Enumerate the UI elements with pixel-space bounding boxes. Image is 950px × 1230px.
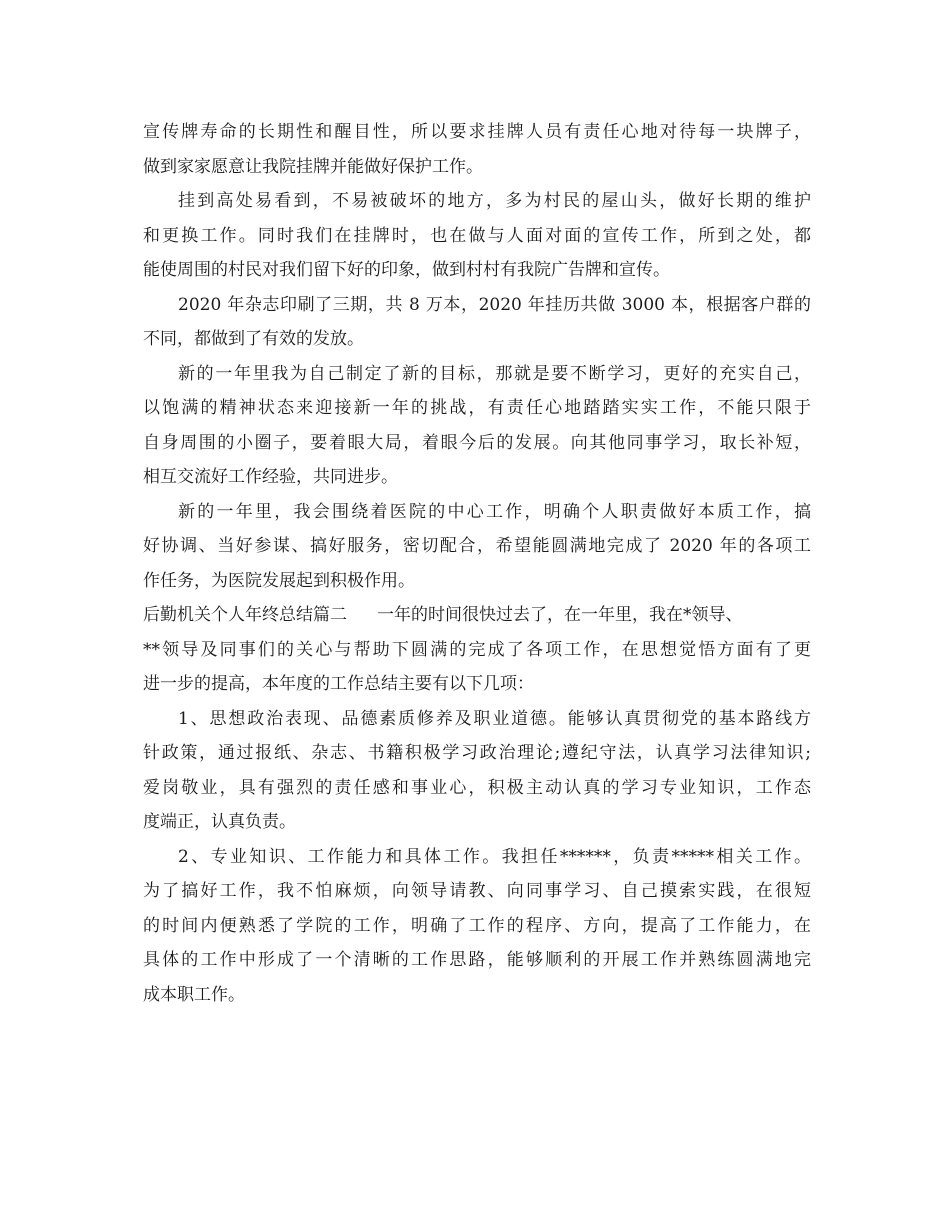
text-line: 相互交流好工作经验，共同进步。 xyxy=(143,467,398,487)
text-line: 好协调、当好参谋、搞好服务，密切配合，希望能圆满地完成了 2020 年的各项工 xyxy=(143,536,811,556)
text-line: 成本职工作。 xyxy=(143,984,245,1005)
text-line: 能使周围的村民对我们留下好的印象，做到村村有我院广告牌和宣传。 xyxy=(143,260,670,280)
text-line: 度端正，认真负责。 xyxy=(143,812,296,832)
text-line: 的时间内便熟悉了学院的工作，明确了工作的程序、方向，提高了工作能力，在 xyxy=(143,915,811,936)
text-line: 做到家家愿意让我院挂牌并能做好保护工作。 xyxy=(143,156,483,177)
text-line: 针政策，通过报纸、杂志、书籍积极学习政治理论;遵纪守法，认真学习法律知识; xyxy=(143,743,811,763)
section-heading: 后勤机关个人年终总结篇二 xyxy=(143,605,347,625)
text-line: 自身周围的小圈子，要着眼大局，着眼今后的发展。向其他同事学习，取长补短， xyxy=(143,432,811,453)
text-line: 2020 年杂志印刷了三期，共 8 万本，2020 年挂历共做 3000 本，根据客户群的 xyxy=(178,294,811,315)
text-line: 作任务，为医院发展起到积极作用。 xyxy=(143,570,415,591)
text-line: 以饱满的精神状态来迎接新一年的挑战，有责任心地踏踏实实工作，不能只限于 xyxy=(143,398,811,418)
document-body xyxy=(143,115,811,1012)
text-line: 宣传牌寿命的长期性和醒目性，所以要求挂牌人员有责任心地对待每一块牌子， xyxy=(143,122,811,142)
text-line: 为了搞好工作，我不怕麻烦，向领导请教、向同事学习、自己摸索实践，在很短 xyxy=(143,881,811,901)
text-line: 1、思想政治表现、品德素质修养及职业道德。能够认真贯彻党的基本路线方 xyxy=(178,708,811,729)
section-heading-line xyxy=(143,598,811,633)
text-line: 和更换工作。同时我们在挂牌时，也在做与人面对面的宣传工作，所到之处，都 xyxy=(143,225,811,246)
text-line: **领导及同事们的关心与帮助下圆满的完成了各项工作，在思想觉悟方面有了更 xyxy=(143,639,811,660)
text-line: 具体的工作中形成了一个清晰的工作思路，能够顺利的开展工作并熟练圆满地完 xyxy=(143,950,811,970)
text-line: 挂到高处易看到，不易被破坏的地方，多为村民的屋山头，做好长期的维护 xyxy=(178,191,811,211)
text-line: 2、专业知识、工作能力和具体工作。我担任******，负责*****相关工作。 xyxy=(178,846,811,867)
text-line: 一年的时间很快过去了，在一年里，我在*领导、 xyxy=(377,605,743,625)
text-line: 新的一年里，我会围绕着医院的中心工作，明确个人职责做好本质工作，搞 xyxy=(178,501,811,522)
text-line: 爱岗敬业，具有强烈的责任感和事业心，积极主动认真的学习专业知识，工作态 xyxy=(143,777,811,798)
text-line: 不同，都做到了有效的发放。 xyxy=(143,329,364,349)
text-line: 新的一年里我为自己制定了新的目标，那就是要不断学习，更好的充实自己， xyxy=(178,363,811,384)
text-line: 进一步的提高，本年度的工作总结主要有以下几项： xyxy=(143,674,534,694)
